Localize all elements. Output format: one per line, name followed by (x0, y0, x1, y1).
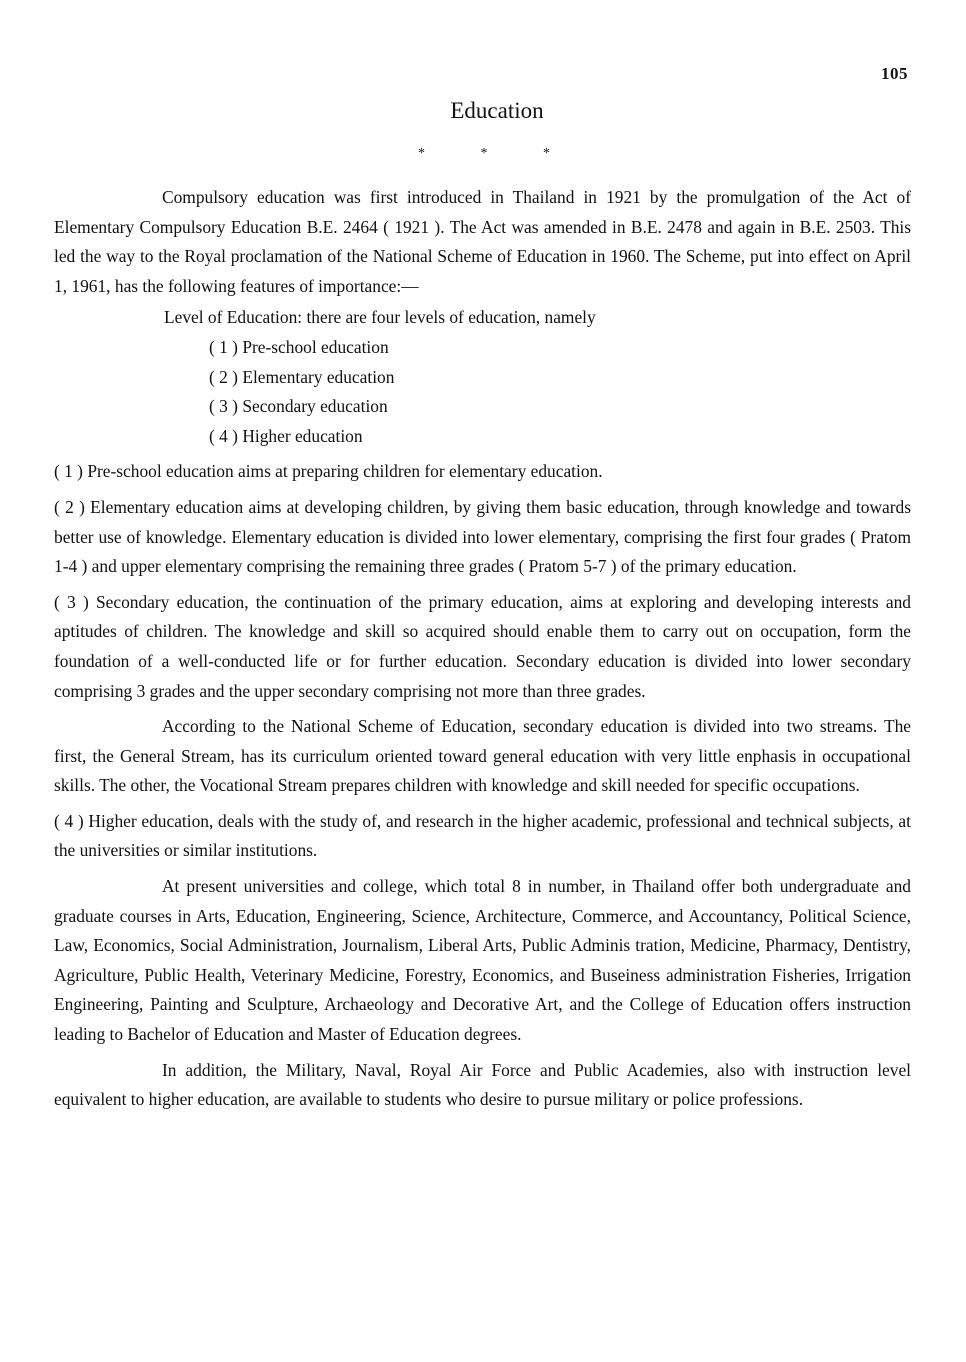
document-body (54, 183, 911, 1115)
section-ornament: * * * (418, 146, 576, 161)
list-item: ( 2 ) Elementary education (209, 366, 395, 387)
universities-paragraph: At present universities and college, which total 8 in number, in Thailand offer both undergraduate and graduate courses in Arts, Education, Engineering, Science, Architecture, Commerce, and Accountancy, Political Science, Law, Economics, Social Administration, Journalism, Liberal Arts, Public Adminis tration, Medicine, Pharmacy, Dentistry, Agriculture, Public Health, Veterinary Medicine, Forestry, Economics, and Buseiness administration Fisheries, Irrigation Engineering, Painting and Sculpture, Archaeology and Decorative Art, and the College of Education offers instruction leading to Bachelor of Education and Master of Education degrees. (54, 876, 911, 1045)
list-item: ( 4 ) Higher education (209, 425, 363, 446)
streams-paragraph: According to the National Scheme of Education, secondary education is divided into two streams. The first, the General Stream, has its curriculum oriented toward general education with very little enphasis in occupational skills. The other, the Vocational Stream prepares children with knowledge and skill needed for specific occupations. (54, 716, 911, 796)
levels-heading: Level of Education: there are four levels of education, namely (164, 307, 596, 328)
secondary-paragraph: ( 3 ) Secondary education, the continuation of the primary education, aims at exploring and developing interests and aptitudes of children. The knowledge and skill so acquired should enable them to carry out on occupation, form the foundation of a well-conducted life or for further education. Secondary education is divided into lower secondary comprising 3 grades and the upper secondary comprising not more than three grades. (54, 591, 911, 701)
elementary-paragraph: ( 2 ) Elementary education aims at developing children, by giving them basic education, through knowledge and towards better use of knowledge. Elementary education is divided into lower elementary, comprising the first four grades ( Pratom 1-4 ) and upper elementary comprising the remaining three grades ( Pratom 5-7 ) of the primary education. (54, 496, 911, 577)
page-title: Education (450, 98, 544, 123)
list-item: ( 3 ) Secondary education (209, 396, 388, 417)
academies-paragraph: In addition, the Military, Naval, Royal Air Force and Public Academies, also with instruction level equivalent to higher education, are available to students who desire to pursue military or police professions. (54, 1059, 911, 1110)
intro-paragraph: Compulsory education was first introduced in Thailand in 1921 by the promulgation of the Act of Elementary Compulsory Education B.E. 2464 ( 1921 ). The Act was amended in B.E. 2478 and again in B.E. 2503. This led the way to the Royal proclamation of the National Scheme of Education in 1960. The Scheme, put into effect on April 1, 1961, has the following features of importance:— (54, 187, 911, 296)
list-item: ( 1 ) Pre-school education (209, 336, 389, 357)
higher-education-paragraph: ( 4 ) Higher education, deals with the study of, and research in the higher academic, professional and technical subjects, at the universities or similar institutions. (54, 810, 911, 861)
page-number: 105 (881, 64, 908, 83)
preschool-paragraph: ( 1 ) Pre-school education aims at preparing children for elementary education. (54, 461, 603, 482)
levels-list (209, 333, 911, 451)
